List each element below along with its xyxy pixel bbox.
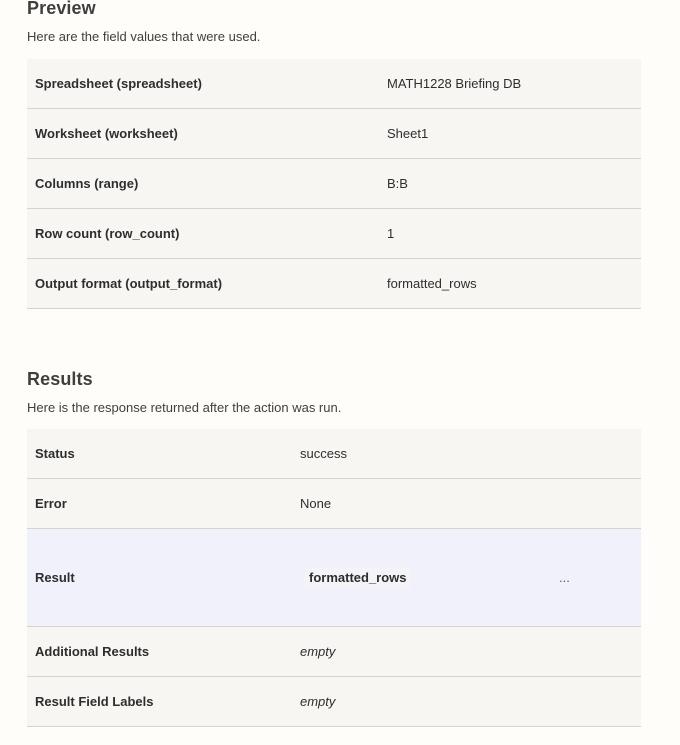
preview-value: B:B [387,176,408,191]
results-label: Result Field Labels [35,694,154,709]
preview-table [27,59,641,309]
results-description: Here is the response returned after the action was run. [27,400,342,415]
results-row-result [27,529,641,627]
results-label: Result [35,570,75,585]
preview-value: formatted_rows [387,276,477,291]
preview-label: Row count (row_count) [35,226,180,241]
preview-row-row-count [27,209,641,259]
preview-label: Spreadsheet (spreadsheet) [35,76,202,91]
preview-row-output-format [27,259,641,309]
results-row-field-labels [27,677,641,727]
preview-value: 1 [387,226,395,241]
preview-description: Here are the field values that were used. [27,29,261,44]
results-label: Error [35,496,67,511]
error-value: None [300,496,332,511]
status-value: success [300,446,347,461]
results-title: Results [27,369,93,389]
preview-row-spreadsheet [27,59,641,109]
more-options-button[interactable]: ... [559,570,570,585]
preview-row-worksheet [27,109,641,159]
preview-value: Sheet1 [387,126,429,141]
results-row-error [27,479,641,529]
result-field-chip[interactable]: formatted_rows [305,567,411,588]
results-row-status [27,429,641,479]
preview-row-columns [27,159,641,209]
results-label: Status [35,446,75,461]
field-labels-value: empty [300,694,336,709]
results-label: Additional Results [35,644,150,659]
preview-value: MATH1228 Briefing DB [387,76,522,91]
preview-label: Output format (output_format) [35,276,223,291]
preview-label: Worksheet (worksheet) [35,126,178,141]
results-table [27,429,641,727]
preview-label: Columns (range) [35,176,139,191]
preview-title: Preview [27,0,96,18]
additional-results-value: empty [300,644,336,659]
results-row-additional [27,627,641,677]
